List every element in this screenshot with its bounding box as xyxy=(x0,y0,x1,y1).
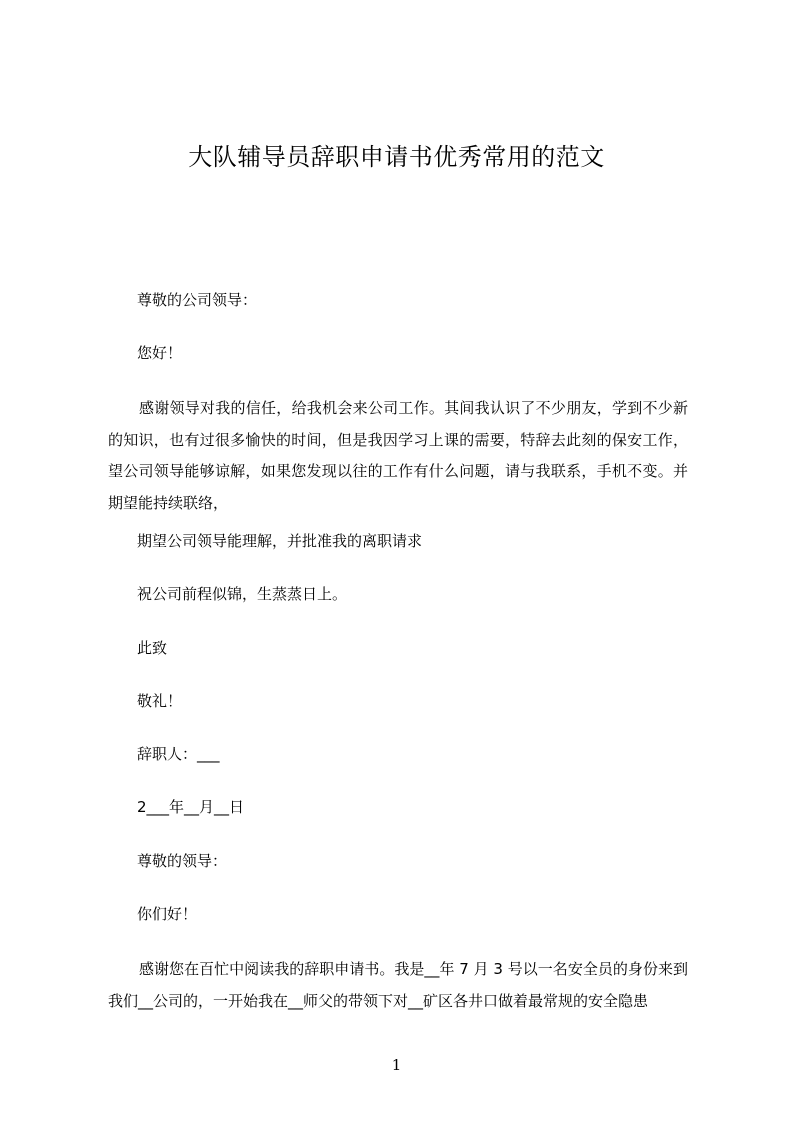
letter1-closing: 此致 xyxy=(137,639,168,657)
page-number: 1 xyxy=(391,1056,402,1074)
document-title: 大队辅导员辞职申请书优秀常用的范文 xyxy=(188,143,605,171)
letter1-regards: 敬礼！ xyxy=(137,692,183,710)
letter1-date: 2___年__月__日 xyxy=(137,798,245,816)
letter1-request: 期望公司领导能理解，并批准我的离职请求 xyxy=(137,532,423,550)
letter1-greeting: 您好！ xyxy=(137,344,183,362)
letter2-salutation: 尊敬的领导： xyxy=(137,852,228,870)
letter1-signature: 辞职人：___ xyxy=(137,745,220,763)
letter1-body-paragraph: 感谢领导对我的信任，给我机会来公司工作。其间我认识了不少朋友，学到不少新的知识，也有过很多愉快的时间，但是我因学习上课的需要，特辞去此刻的保安工作，望公司领导能够谅解，如果您发现以往的工作有什么问题，请与我联系，手机不变。并期望能持续联络， xyxy=(108,399,688,512)
letter2-greeting: 你们好！ xyxy=(137,905,198,923)
letter2-body-paragraph: 感谢您在百忙中阅读我的辞职申请书。我是__年 7 月 3 号以一名安全员的身份来到我们__公司的，一开始我在__师父的带领下对__矿区各井口做着最常规的安全隐患 xyxy=(108,960,688,1010)
letter1-wish: 祝公司前程似锦，生蒸蒸日上。 xyxy=(137,585,348,603)
letter1-salutation: 尊敬的公司领导： xyxy=(137,291,258,309)
